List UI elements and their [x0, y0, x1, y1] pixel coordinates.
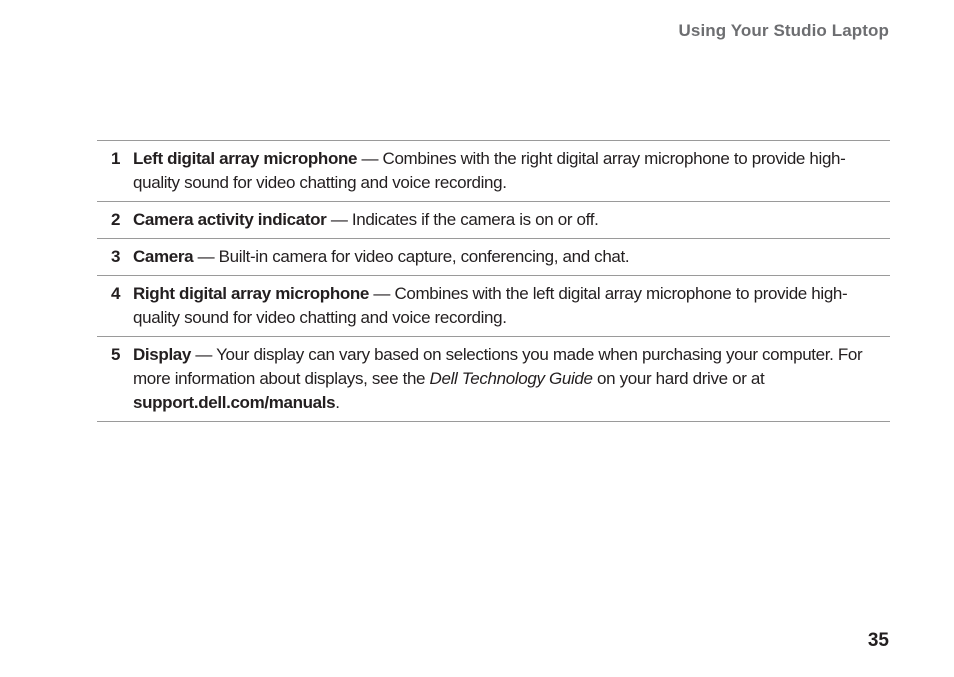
callout-text: on your hard drive or at: [592, 369, 765, 388]
callout-text: .: [335, 393, 340, 412]
callout-row-4: [97, 276, 890, 337]
callout-number: 2: [111, 210, 121, 229]
callout-text: — Built-in camera for video capture, conferencing, and chat.: [193, 247, 630, 266]
callout-text: — Indicates if the camera is on or off.: [326, 210, 599, 229]
callout-description: [133, 282, 890, 330]
callout-row-1: [97, 141, 890, 202]
callout-term: Right digital array microphone: [133, 284, 370, 303]
running-header-title: Using Your Studio Laptop: [678, 21, 889, 40]
callout-row-2: [97, 202, 890, 239]
callout-number: 4: [111, 284, 121, 303]
callout-description-list: [97, 140, 890, 422]
callout-term: Left digital array microphone: [133, 149, 358, 168]
callout-description: [133, 147, 890, 195]
guide-title: Dell Technology Guide: [429, 369, 593, 388]
callout-description: [133, 343, 890, 415]
callout-row-5: [97, 337, 890, 422]
callout-number: 5: [111, 345, 121, 364]
callout-row-3: [97, 239, 890, 276]
page-number: 35: [867, 630, 889, 651]
callout-text: — Combines with the right digital array microphone to provide high-quality sound for video chatting and voice recording.: [133, 149, 846, 192]
callout-text: — Combines with the left digital array microphone to provide high-quality sound for video chatting and voice recording.: [133, 284, 848, 327]
callout-description: [133, 208, 890, 232]
callout-number: 3: [111, 247, 121, 266]
callout-text: — Your display can vary based on selections you made when purchasing your computer. For more information about displays, see the: [133, 345, 863, 388]
callout-term: Display: [133, 345, 192, 364]
support-url-link[interactable]: support.dell.com/manuals: [133, 393, 336, 412]
callout-term: Camera: [133, 247, 194, 266]
callout-number: 1: [111, 149, 121, 168]
callout-description: [133, 245, 890, 269]
callout-term: Camera activity indicator: [133, 210, 327, 229]
